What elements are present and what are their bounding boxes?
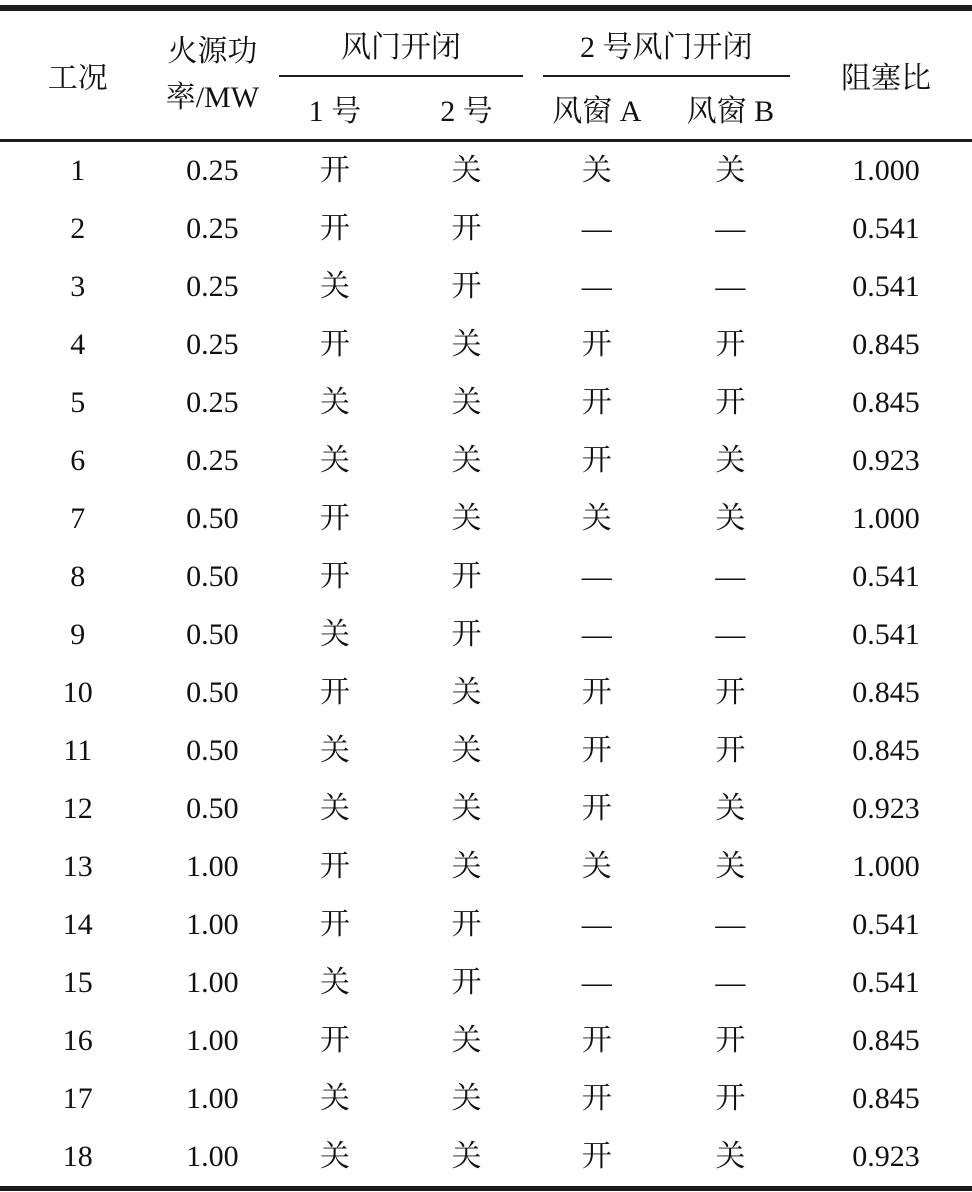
cell-blockage: 0.845 bbox=[852, 386, 920, 419]
col-header-damper-1: 1 号 bbox=[269, 77, 400, 141]
cell-windowA: 开 bbox=[581, 734, 612, 767]
cell-windowB: — bbox=[715, 560, 746, 593]
cell-windowA: — bbox=[581, 212, 612, 245]
cell-condition: 8 bbox=[70, 560, 86, 593]
cell-power: 0.25 bbox=[186, 270, 239, 303]
cell-blockage: 0.923 bbox=[852, 1140, 920, 1173]
cell-damper2: 关 bbox=[451, 850, 482, 883]
cell-windowB: 关 bbox=[715, 850, 746, 883]
cell-windowA: — bbox=[581, 908, 612, 941]
cell-blockage: 1.000 bbox=[852, 154, 920, 187]
table-row bbox=[0, 490, 972, 548]
cell-damper1: 开 bbox=[319, 676, 350, 709]
cell-windowA: 开 bbox=[581, 1024, 612, 1057]
cell-power: 0.25 bbox=[186, 154, 239, 187]
table-row bbox=[0, 780, 972, 838]
col-header-damper-group bbox=[269, 8, 532, 77]
cell-windowA: 关 bbox=[581, 154, 612, 187]
cell-blockage: 0.923 bbox=[852, 444, 920, 477]
cell-blockage: 0.541 bbox=[852, 908, 920, 941]
cell-damper2: 开 bbox=[451, 560, 482, 593]
cell-power: 1.00 bbox=[186, 966, 239, 999]
table-row bbox=[0, 838, 972, 896]
cell-condition: 15 bbox=[62, 966, 93, 999]
table-row bbox=[0, 1070, 972, 1128]
cell-damper2: 开 bbox=[451, 966, 482, 999]
experiment-conditions-table bbox=[0, 5, 972, 1191]
cell-damper1: 开 bbox=[319, 850, 350, 883]
cell-windowB: — bbox=[715, 966, 746, 999]
col-header-damper-2: 2 号 bbox=[400, 77, 532, 141]
cell-damper1: 关 bbox=[319, 734, 350, 767]
cell-blockage: 0.541 bbox=[852, 212, 920, 245]
cell-damper1: 关 bbox=[319, 618, 350, 651]
cell-damper1: 关 bbox=[319, 966, 350, 999]
cell-damper2: 开 bbox=[451, 618, 482, 651]
cell-windowB: 关 bbox=[715, 154, 746, 187]
cell-damper1: 开 bbox=[319, 154, 350, 187]
cell-power: 1.00 bbox=[186, 1082, 239, 1115]
cell-condition: 16 bbox=[62, 1024, 93, 1057]
col-header-power-line2: 率/MW bbox=[165, 81, 260, 114]
cell-damper1: 开 bbox=[319, 212, 350, 245]
cell-damper1: 关 bbox=[319, 270, 350, 303]
cell-damper1: 关 bbox=[319, 792, 350, 825]
cell-damper2: 关 bbox=[451, 328, 482, 361]
cell-damper2: 开 bbox=[451, 908, 482, 941]
cell-damper1: 开 bbox=[319, 328, 350, 361]
cell-damper1: 关 bbox=[319, 1140, 350, 1173]
cell-windowA: 开 bbox=[581, 444, 612, 477]
cell-windowB: — bbox=[715, 908, 746, 941]
table-row bbox=[0, 896, 972, 954]
cell-windowB: 开 bbox=[715, 1024, 746, 1057]
cell-windowA: — bbox=[581, 270, 612, 303]
cell-windowA: — bbox=[581, 560, 612, 593]
table-row bbox=[0, 258, 972, 316]
cell-condition: 18 bbox=[62, 1140, 93, 1173]
cell-windowA: 开 bbox=[581, 1140, 612, 1173]
cell-damper1: 关 bbox=[319, 444, 350, 477]
cell-blockage: 0.845 bbox=[852, 1024, 920, 1057]
cell-condition: 12 bbox=[62, 792, 93, 825]
cell-power: 0.25 bbox=[186, 444, 239, 477]
cell-power: 0.25 bbox=[186, 386, 239, 419]
cell-windowB: 开 bbox=[715, 734, 746, 767]
cell-damper1: 开 bbox=[319, 560, 350, 593]
cell-power: 0.25 bbox=[186, 328, 239, 361]
cell-blockage: 0.541 bbox=[852, 618, 920, 651]
col-header-blockage: 阻塞比 bbox=[800, 8, 972, 141]
cell-condition: 1 bbox=[70, 154, 86, 187]
cell-blockage: 0.541 bbox=[852, 270, 920, 303]
table-row bbox=[0, 316, 972, 374]
cell-condition: 5 bbox=[70, 386, 86, 419]
cell-power: 0.25 bbox=[186, 212, 239, 245]
cell-windowA: 关 bbox=[581, 502, 612, 535]
cell-condition: 9 bbox=[70, 618, 86, 651]
cell-blockage: 0.845 bbox=[852, 734, 920, 767]
col-header-damper2-group-label: 2 号风门开闭 bbox=[543, 33, 790, 77]
cell-power: 0.50 bbox=[186, 734, 239, 767]
table-row bbox=[0, 548, 972, 606]
cell-damper1: 关 bbox=[319, 386, 350, 419]
header-row-groups bbox=[0, 8, 972, 77]
cell-condition: 7 bbox=[70, 502, 86, 535]
cell-windowB: 关 bbox=[715, 1140, 746, 1173]
table-row bbox=[0, 374, 972, 432]
cell-damper1: 开 bbox=[319, 502, 350, 535]
cell-damper2: 关 bbox=[451, 1140, 482, 1173]
col-header-power-line1: 火源功 bbox=[167, 34, 258, 68]
table-row bbox=[0, 432, 972, 490]
cell-condition: 6 bbox=[70, 444, 86, 477]
cell-blockage: 0.923 bbox=[852, 792, 920, 825]
cell-damper2: 关 bbox=[451, 792, 482, 825]
cell-windowA: 开 bbox=[581, 328, 612, 361]
cell-windowB: 关 bbox=[715, 792, 746, 825]
cell-windowB: — bbox=[715, 270, 746, 303]
table-row bbox=[0, 141, 972, 201]
cell-condition: 17 bbox=[62, 1082, 93, 1115]
cell-power: 0.50 bbox=[186, 792, 239, 825]
table-row bbox=[0, 1012, 972, 1070]
cell-damper2: 开 bbox=[451, 212, 482, 245]
cell-power: 1.00 bbox=[186, 850, 239, 883]
cell-windowB: — bbox=[715, 618, 746, 651]
table-row bbox=[0, 954, 972, 1012]
table-row bbox=[0, 722, 972, 780]
cell-damper1: 开 bbox=[319, 908, 350, 941]
cell-blockage: 1.000 bbox=[852, 850, 920, 883]
cell-damper2: 关 bbox=[451, 154, 482, 187]
cell-damper1: 开 bbox=[319, 1024, 350, 1057]
col-header-damper-group-label: 风门开闭 bbox=[279, 33, 522, 77]
cell-damper2: 关 bbox=[451, 1024, 482, 1057]
cell-windowA: 开 bbox=[581, 1082, 612, 1115]
col-header-condition: 工况 bbox=[0, 8, 156, 141]
cell-blockage: 0.845 bbox=[852, 676, 920, 709]
table-body bbox=[0, 141, 972, 1189]
cell-windowB: 开 bbox=[715, 386, 746, 419]
cell-damper2: 关 bbox=[451, 386, 482, 419]
cell-windowB: 开 bbox=[715, 328, 746, 361]
cell-damper2: 关 bbox=[451, 734, 482, 767]
cell-windowB: — bbox=[715, 212, 746, 245]
cell-windowA: 开 bbox=[581, 792, 612, 825]
cell-blockage: 0.845 bbox=[852, 1082, 920, 1115]
cell-windowA: 开 bbox=[581, 676, 612, 709]
cell-condition: 3 bbox=[70, 270, 86, 303]
cell-damper2: 关 bbox=[451, 676, 482, 709]
cell-blockage: 0.541 bbox=[852, 560, 920, 593]
cell-condition: 13 bbox=[62, 850, 93, 883]
cell-damper2: 关 bbox=[451, 1082, 482, 1115]
table-row bbox=[0, 200, 972, 258]
col-header-power-text bbox=[166, 29, 259, 122]
cell-blockage: 0.541 bbox=[852, 966, 920, 999]
cell-windowA: 开 bbox=[581, 386, 612, 419]
cell-condition: 4 bbox=[70, 328, 86, 361]
table-row bbox=[0, 1128, 972, 1189]
cell-blockage: 0.845 bbox=[852, 328, 920, 361]
cell-power: 0.50 bbox=[186, 502, 239, 535]
cell-blockage: 1.000 bbox=[852, 502, 920, 535]
cell-power: 1.00 bbox=[186, 908, 239, 941]
cell-damper2: 关 bbox=[451, 502, 482, 535]
cell-power: 0.50 bbox=[186, 560, 239, 593]
cell-windowB: 开 bbox=[715, 676, 746, 709]
col-header-window-a: 风窗 A bbox=[533, 77, 661, 141]
cell-windowA: — bbox=[581, 966, 612, 999]
cell-windowB: 开 bbox=[715, 1082, 746, 1115]
cell-power: 0.50 bbox=[186, 618, 239, 651]
cell-windowB: 关 bbox=[715, 502, 746, 535]
table-row bbox=[0, 606, 972, 664]
cell-damper1: 关 bbox=[319, 1082, 350, 1115]
table-header bbox=[0, 8, 972, 141]
table-row bbox=[0, 664, 972, 722]
col-header-window-b: 风窗 B bbox=[661, 77, 800, 141]
cell-condition: 11 bbox=[63, 734, 93, 767]
cell-condition: 10 bbox=[62, 676, 93, 709]
cell-windowA: 关 bbox=[581, 850, 612, 883]
cell-power: 1.00 bbox=[186, 1024, 239, 1057]
cell-damper2: 开 bbox=[451, 270, 482, 303]
cell-damper2: 关 bbox=[451, 444, 482, 477]
cell-windowB: 关 bbox=[715, 444, 746, 477]
cell-windowA: — bbox=[581, 618, 612, 651]
cell-condition: 14 bbox=[62, 908, 93, 941]
col-header-power bbox=[156, 8, 270, 141]
col-header-damper2-group bbox=[533, 8, 800, 77]
cell-power: 1.00 bbox=[186, 1140, 239, 1173]
cell-condition: 2 bbox=[70, 212, 86, 245]
cell-power: 0.50 bbox=[186, 676, 239, 709]
